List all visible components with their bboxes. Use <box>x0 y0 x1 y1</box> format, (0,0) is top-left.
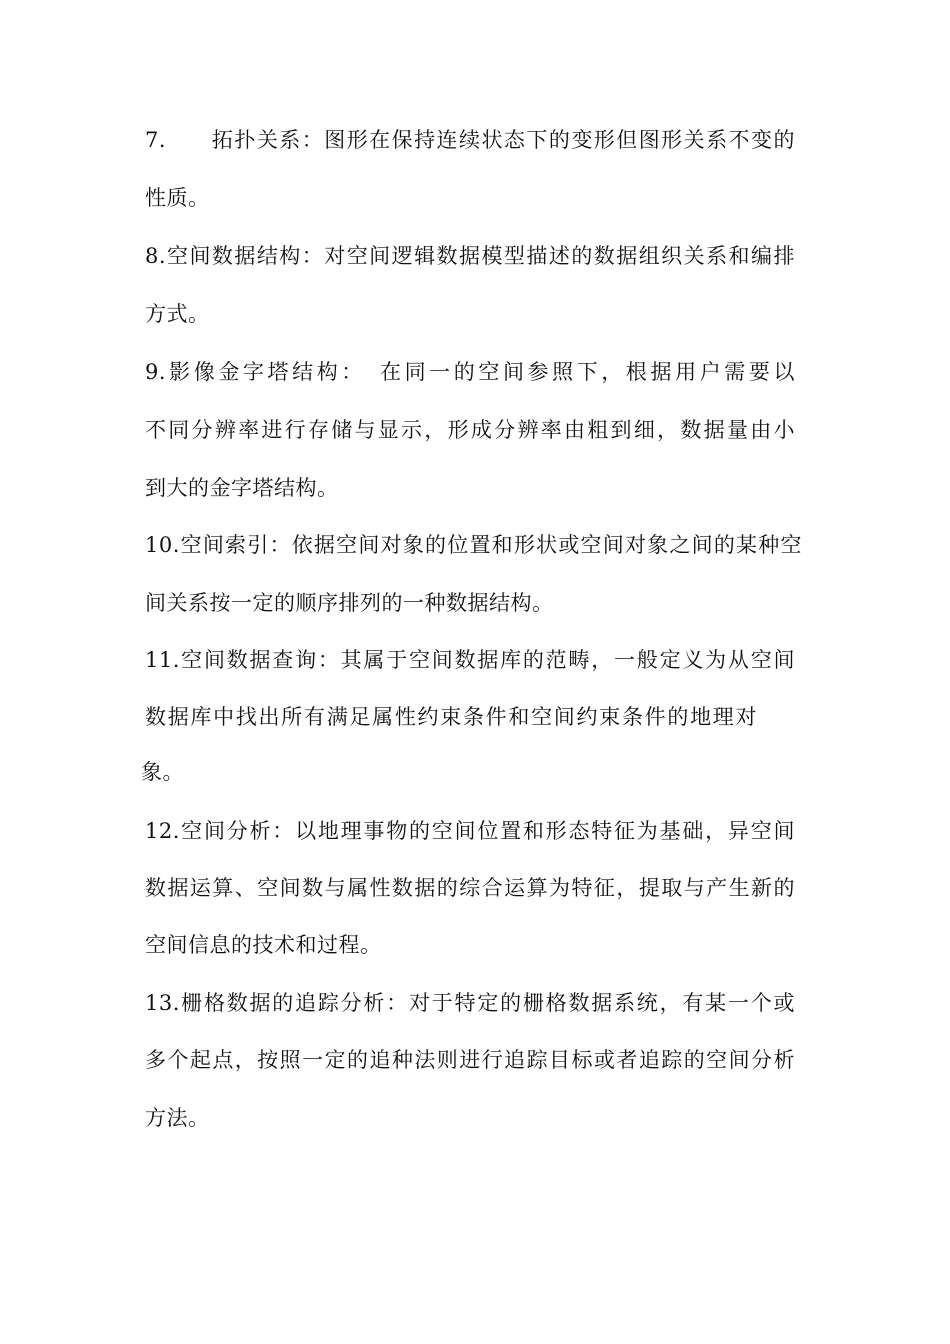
item-11-line-3: 象。 <box>141 760 184 784</box>
item-7-line-2: 性质。 <box>145 186 210 210</box>
item-10-line-1: 10.空间索引：依据空间对象的位置和形状或空间对象之间的某种空 <box>145 533 802 557</box>
item-9-line-2: 不同分辨率进行存储与显示，形成分辨率由粗到细，数据量由小 <box>145 418 795 442</box>
item-11-line-2: 数据库中找出所有满足属性约束条件和空间约束条件的地理对 <box>145 705 757 729</box>
item-13-line-1: 13.栅格数据的追踪分析：对于特定的栅格数据系统，有某一个或 <box>145 991 795 1015</box>
item-9-line-3: 到大的金字塔结构。 <box>145 476 339 500</box>
item-8-line-2: 方式。 <box>145 302 210 326</box>
item-12-line-3: 空间信息的技术和过程。 <box>145 933 382 957</box>
item-11-line-1: 11.空间数据查询：其属于空间数据库的范畴，一般定义为从空间 <box>145 648 795 672</box>
item-13-line-2: 多个起点，按照一定的追种法则进行追踪目标或者追踪的空间分析 <box>145 1048 795 1072</box>
item-8-line-1: 8.空间数据结构：对空间逻辑数据模型描述的数据组织关系和编排 <box>145 244 795 268</box>
item-12-line-1: 12.空间分析：以地理事物的空间位置和形态特征为基础，异空间 <box>145 819 795 843</box>
item-9-line-1: 9.影像金字塔结构： 在同一的空间参照下，根据用户需要以 <box>145 360 795 384</box>
item-7-line-1: 7. 拓扑关系：图形在保持连续状态下的变形但图形关系不变的 <box>145 128 795 152</box>
item-10-line-2: 间关系按一定的顺序排列的一种数据结构。 <box>145 591 554 615</box>
item-12-line-2: 数据运算、空间数与属性数据的综合运算为特征，提取与产生新的 <box>145 876 795 900</box>
item-13-line-3: 方法。 <box>145 1106 210 1130</box>
